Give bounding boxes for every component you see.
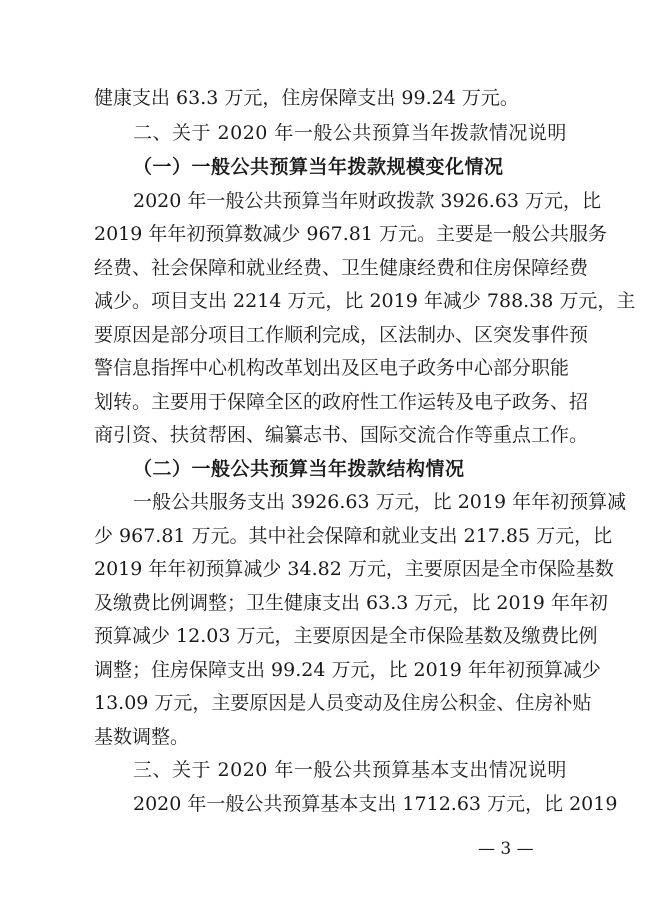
paragraph-line: 调整；住房保障支出 99.24 万元，比 2019 年年初预算减少 <box>94 659 601 681</box>
page-number: — 3 — <box>478 839 534 859</box>
paragraph-line: 预算减少 12.03 万元，主要原因是全市保险基数及缴费比例 <box>94 625 598 647</box>
section-heading: 三、关于 2020 年一般公共预算基本支出情况说明 <box>133 759 567 781</box>
paragraph-line: 减少。项目支出 2214 万元，比 2019 年减少 788.38 万元，主 <box>94 290 636 312</box>
paragraph-line: 2019 年年初预算减少 34.82 万元，主要原因是全市保险基数 <box>94 558 614 580</box>
paragraph-line: 及缴费比例调整；卫生健康支出 63.3 万元，比 2019 年年初 <box>94 592 608 614</box>
paragraph-line: 13.09 万元，主要原因是人员变动及住房公积金、住房补贴 <box>94 692 592 714</box>
paragraph-line: 少 967.81 万元。其中社会保障和就业支出 217.85 万元，比 <box>94 525 613 547</box>
paragraph-line: 一般公共服务支出 3926.63 万元，比 2019 年年初预算减 <box>133 491 627 513</box>
subsection-heading: （二）一般公共预算当年拨款结构情况 <box>133 458 465 480</box>
paragraph-line: 划转。主要用于保障全区的政府性工作运转及电子政务、招 <box>94 391 589 413</box>
paragraph-line: 健康支出 63.3 万元，住房保障支出 99.24 万元。 <box>94 87 519 109</box>
paragraph-line: 2019 年年初预算数减少 967.81 万元。主要是一般公共服务 <box>94 223 607 245</box>
paragraph-line: 经费、社会保障和就业经费、卫生健康经费和住房保障经费 <box>94 257 589 279</box>
paragraph-line: 商引资、扶贫帮困、编纂志书、国际交流合作等重点工作。 <box>94 424 589 446</box>
paragraph-line: 要原因是部分项目工作顺利完成，区法制办、区突发事件预 <box>94 324 589 346</box>
paragraph-line: 2020 年一般公共预算基本支出 1712.63 万元，比 2019 <box>133 793 618 815</box>
paragraph-line: 2020 年一般公共预算当年财政拨款 3926.63 万元，比 <box>133 190 602 212</box>
paragraph-line: 基数调整。 <box>94 726 190 748</box>
section-heading: 二、关于 2020 年一般公共预算当年拨款情况说明 <box>133 122 567 144</box>
subsection-heading: （一）一般公共预算当年拨款规模变化情况 <box>133 156 504 178</box>
paragraph-line: 警信息指挥中心机构改革划出及区电子政务中心部分职能 <box>94 357 570 379</box>
